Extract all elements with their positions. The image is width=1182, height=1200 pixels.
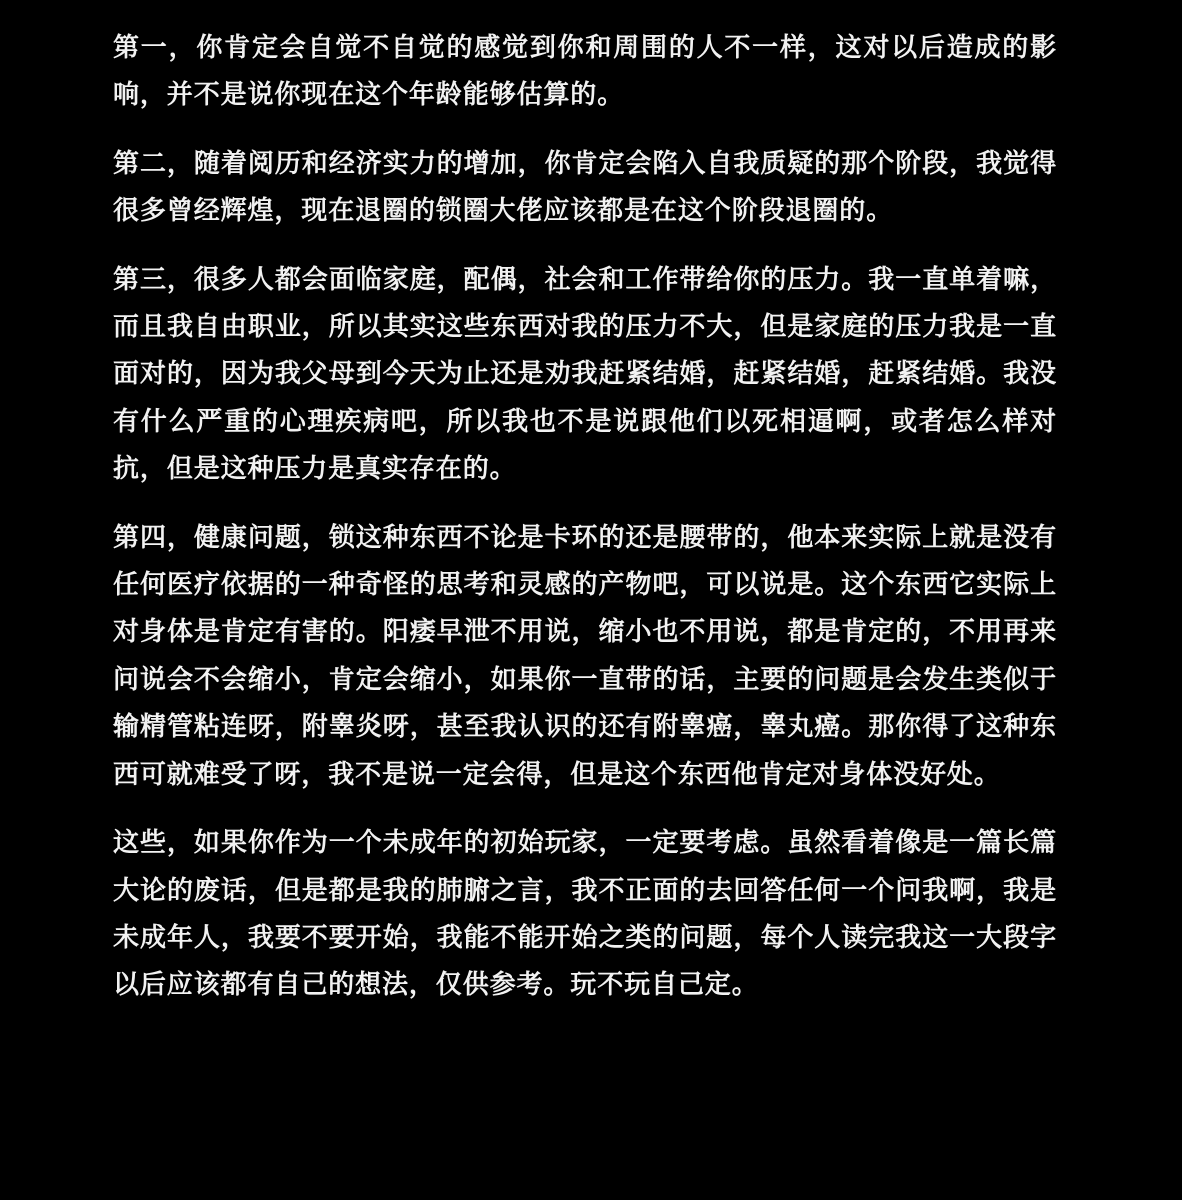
paragraph-second: 第二，随着阅历和经济实力的增加，你肯定会陷入自我质疑的那个阶段，我觉得很多曾经辉煌，现在退圈的锁圈大佬应该都是在这个阶段退圈的。 (113, 148, 1057, 227)
paragraph-fourth: 第四，健康问题，锁这种东西不论是卡环的还是腰带的，他本来实际上就是没有任何医疗依据的一种奇怪的思考和灵感的产物吧，可以说是。这个东西它实际上对身体是肯定有害的。阳痿早泄不用说，缩小也不用说，都是肯定的，不用再来问说会不会缩小，肯定会缩小，如果你一直带的话，主要的问题是会发生类似于输精管粘连呀，附睾炎呀，甚至我认识的还有附睾癌，睾丸癌。那你得了这种东西可就难受了呀，我不是说一定会得，但是这个东西他肯定对身体没好处。 (113, 522, 1057, 790)
paragraph-conclusion: 这些，如果你作为一个未成年的初始玩家，一定要考虑。虽然看着像是一篇长篇大论的废话，但是都是我的肺腑之言，我不正面的去回答任何一个问我啊，我是未成年人，我要不要开始，我能不能开始之类的问题，每个人读完我这一大段字以后应该都有自己的想法，仅供参考。玩不玩自己定。 (113, 828, 1057, 1001)
article-body (113, 25, 1057, 1031)
paragraph-third: 第三，很多人都会面临家庭，配偶，社会和工作带给你的压力。我一直单着嘛，而且我自由职业，所以其实这些东西对我的压力不大，但是家庭的压力我是一直面对的，因为我父母到今天为止还是劝我赶紧结婚，赶紧结婚，赶紧结婚。我没有什么严重的心理疾病吧，所以我也不是说跟他们以死相逼啊，或者怎么样对抗，但是这种压力是真实存在的。 (113, 264, 1057, 485)
paragraph-first: 第一，你肯定会自觉不自觉的感觉到你和周围的人不一样，这对以后造成的影响，并不是说你现在这个年龄能够估算的。 (113, 33, 1057, 111)
